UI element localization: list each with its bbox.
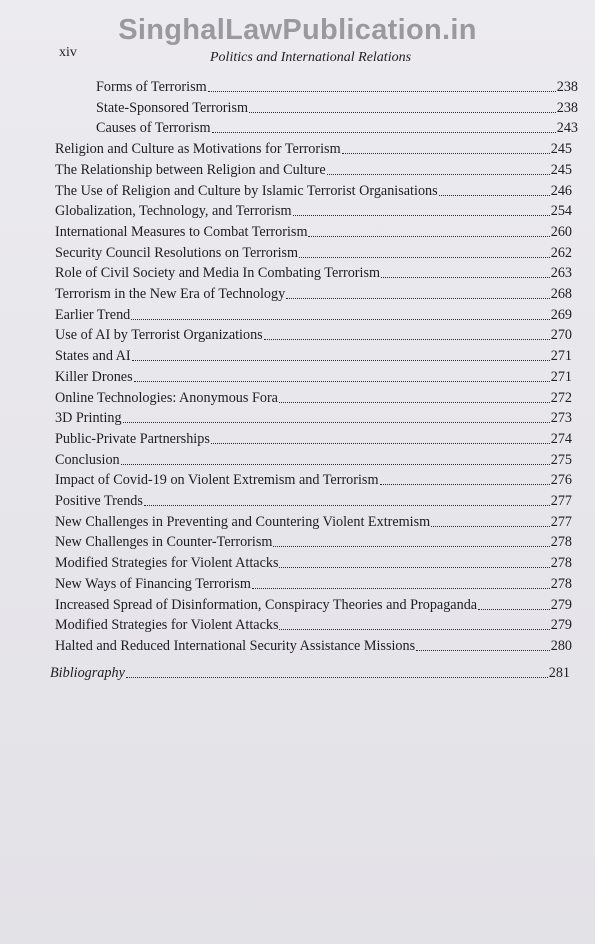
toc-entry (55, 407, 572, 427)
toc-entry (55, 324, 572, 344)
dot-leader (431, 526, 550, 527)
dot-leader (123, 422, 550, 423)
toc-entry (55, 614, 572, 634)
dot-leader (381, 277, 550, 278)
toc-entry-title: Globalization, Technology, and Terrorism (55, 203, 292, 220)
toc-entry-title: New Challenges in Preventing and Countering Violent Extremism (55, 513, 431, 530)
toc-entry-page: 278 (550, 534, 572, 551)
dot-leader (279, 567, 549, 568)
toc-entry (55, 200, 572, 220)
toc-entry (96, 76, 578, 96)
toc-entry-page: 274 (550, 430, 572, 447)
dot-leader (212, 132, 556, 133)
toc-entry-title: Causes of Terrorism (96, 120, 211, 137)
toc-entry-title: Killer Drones (55, 368, 133, 385)
toc-entry-title: Forms of Terrorism (96, 79, 207, 95)
toc-entry (96, 117, 578, 137)
toc-entry (55, 387, 572, 407)
toc-entry (55, 345, 572, 365)
toc-entry (55, 573, 572, 593)
dot-leader (252, 588, 550, 589)
toc-entry-title: Earlier Trend (55, 306, 131, 323)
toc-entry-page: 269 (550, 306, 572, 323)
toc-entry-page: 273 (550, 410, 572, 427)
toc-entry-title: New Challenges in Counter-Terrorism (55, 534, 273, 551)
running-title: Politics and International Relations (210, 50, 412, 65)
toc-entry-title: Modified Strategies for Violent Attacks (55, 617, 279, 634)
toc-entry (55, 490, 572, 510)
dot-leader (121, 464, 550, 465)
toc-entry-page: 276 (550, 472, 572, 489)
toc-entry-page: 245 (550, 161, 572, 178)
dot-leader (380, 484, 550, 485)
toc-entry-page: 262 (550, 244, 572, 261)
dot-leader (439, 195, 550, 196)
toc-entry-title: Role of Civil Society and Media In Combating Terrorism (55, 265, 381, 282)
dot-leader (132, 360, 550, 361)
toc-entry-title: The Relationship between Religion and Culture (55, 161, 326, 178)
toc-entry-page: 279 (550, 617, 572, 634)
toc-entry-page: 238 (556, 79, 578, 95)
toc-entry-page: 238 (556, 99, 578, 116)
toc-entry (55, 511, 572, 531)
toc-entry-title: 3D Printing (55, 410, 122, 427)
watermark: SinghalLawPublication.in (118, 14, 477, 46)
toc-entry-page: 278 (550, 575, 572, 592)
toc-entry-page: 243 (556, 120, 578, 137)
toc-entry-title: Halted and Reduced International Security Assistance Missions (55, 637, 416, 654)
toc-entry-title: State-Sponsored Terrorism (96, 99, 249, 116)
toc-entry-page: 281 (548, 665, 570, 681)
dot-leader (131, 319, 549, 320)
toc-entry (55, 262, 572, 282)
toc-entry (55, 180, 572, 200)
toc-entry-page: 280 (550, 637, 572, 654)
toc-entry-page: 278 (550, 555, 572, 572)
toc-entry-title: Terrorism in the New Era of Technology (55, 286, 286, 302)
toc-entry-title: Conclusion (55, 451, 120, 468)
dot-leader (293, 215, 550, 216)
toc-entry-title: Public-Private Partnerships (55, 430, 210, 447)
toc-entry (55, 283, 572, 303)
dot-leader (286, 298, 550, 299)
toc-entry (55, 449, 572, 469)
toc-entry (55, 159, 572, 179)
toc-entry-page: 246 (550, 182, 572, 199)
toc-entry-bibliography (50, 662, 570, 682)
dot-leader (208, 91, 556, 92)
toc-entry-title: Online Technologies: Anonymous Fora (55, 389, 278, 406)
toc-entry-page: 271 (550, 368, 572, 385)
toc-entry-page: 277 (550, 513, 572, 530)
toc-entry-title: New Ways of Financing Terrorism (55, 575, 251, 592)
toc-entry-title: Religion and Culture as Motivations for Terrorism (55, 141, 341, 158)
page-number: xiv (59, 45, 77, 60)
toc-entry (55, 469, 572, 489)
dot-leader (327, 174, 550, 175)
dot-leader (279, 402, 550, 403)
toc-entry-title: Positive Trends (55, 493, 143, 509)
toc-entry (55, 594, 572, 614)
toc-entry-title: Impact of Covid-19 on Violent Extremism and Terrorism (55, 472, 379, 489)
toc-entry-page: 279 (550, 596, 572, 613)
dot-leader (478, 609, 550, 610)
toc-entry (55, 366, 572, 386)
toc-entry-title: Use of AI by Terrorist Organizations (55, 327, 263, 344)
dot-leader (126, 677, 548, 678)
toc-entry (96, 97, 578, 117)
toc-entry-page: 268 (550, 286, 572, 302)
toc-entry-page: 254 (550, 203, 572, 220)
dot-leader (416, 650, 550, 651)
dot-leader (211, 443, 550, 444)
dot-leader (273, 546, 549, 547)
dot-leader (264, 339, 550, 340)
toc-entry-page: 245 (550, 141, 572, 158)
toc-entry (55, 221, 572, 241)
dot-leader (279, 629, 549, 630)
toc-entry-title: Security Council Resolutions on Terrorism (55, 244, 299, 261)
toc-entry (55, 635, 572, 655)
dot-leader (299, 257, 550, 258)
toc-entry (55, 531, 572, 551)
toc-entry-page: 272 (550, 389, 572, 406)
toc-entry-page: 271 (550, 348, 572, 365)
toc-entry (55, 304, 572, 324)
toc-entry-page: 275 (550, 451, 572, 468)
toc-entry-title: The Use of Religion and Culture by Islamic Terrorist Organisations (55, 182, 438, 199)
dot-leader (249, 112, 556, 113)
dot-leader (308, 236, 549, 237)
toc-entry-page: 260 (550, 223, 572, 240)
toc-entry-title: Bibliography (50, 665, 125, 681)
toc-entry (55, 428, 572, 448)
toc-entry-title: International Measures to Combat Terrorism (55, 223, 308, 240)
toc-entry (55, 138, 572, 158)
dot-leader (342, 153, 550, 154)
dot-leader (134, 381, 550, 382)
toc-entry (55, 242, 572, 262)
toc-entry-page: 270 (550, 327, 572, 344)
toc-entry-page: 277 (550, 493, 572, 509)
toc-entry-title: Modified Strategies for Violent Attacks (55, 555, 279, 572)
toc-entry (55, 552, 572, 572)
dot-leader (144, 505, 550, 506)
toc-entry-page: 263 (550, 265, 572, 282)
toc-entry-title: States and AI (55, 348, 131, 365)
toc-entry-title: Increased Spread of Disinformation, Conspiracy Theories and Propaganda (55, 596, 478, 613)
